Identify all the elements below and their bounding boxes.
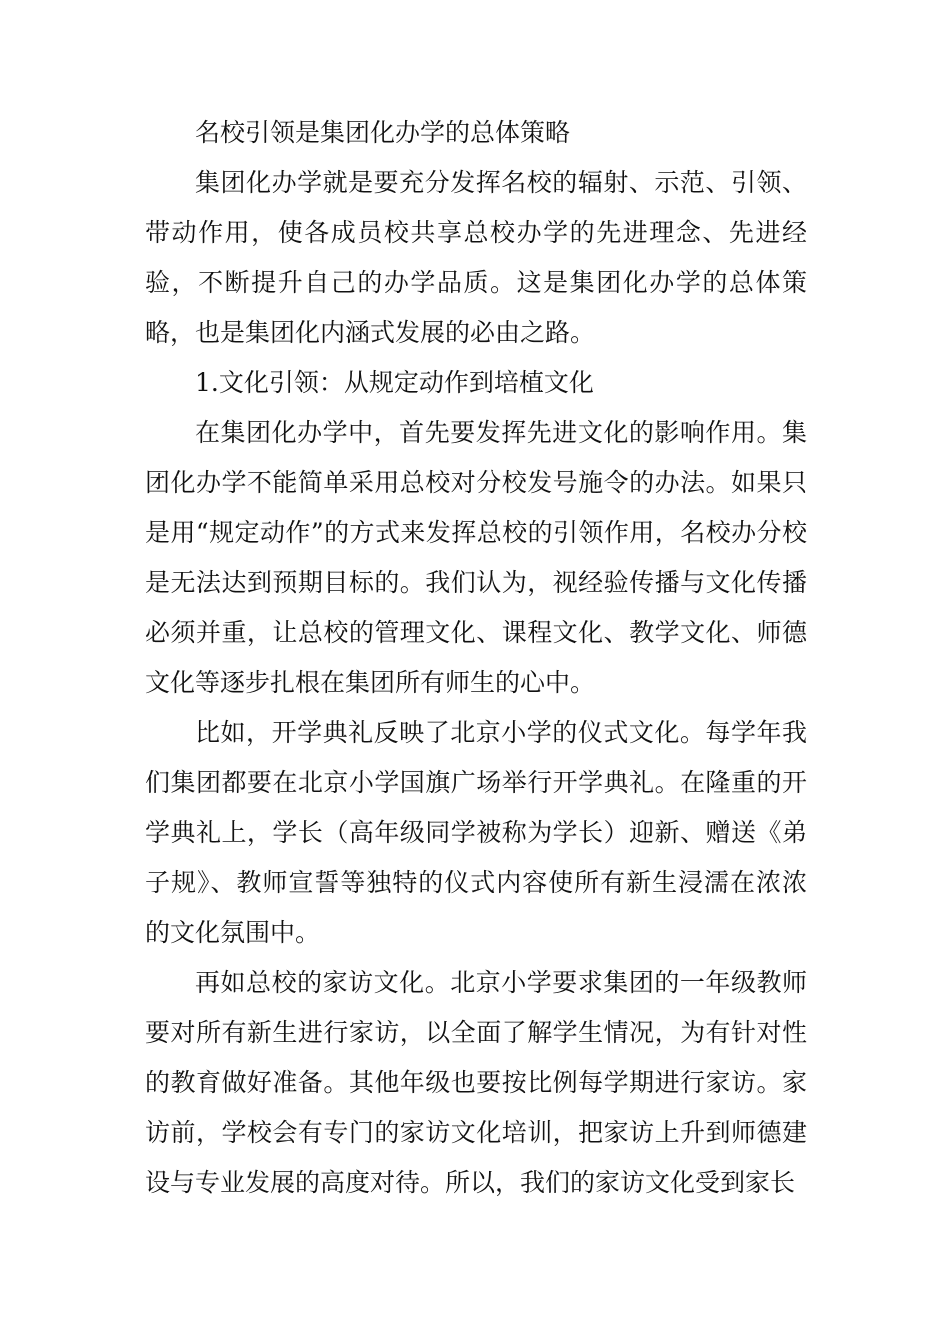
section-heading: 名校引领是集团化办学的总体策略 [195, 118, 571, 147]
body-paragraph: 在集团化办学中，首先要发挥先进文化的影响作用。集团化办学不能简单采用总校对分校发号施令的办法。如果只是用“规定动作”的方式来发挥总校的引领作用，名校办分校是无法达到预期目标的。我们认为，视经验传播与文化传播必须并重，让总校的管理文化、课程文化、教学文化、师德文化等逐步扎根在集团所有师生的心中。 [145, 418, 807, 697]
document-page [145, 108, 807, 1208]
subsection-heading: 1.文化引领：从规定动作到培植文化 [195, 368, 594, 397]
body-paragraph: 比如，开学典礼反映了北京小学的仪式文化。每学年我们集团都要在北京小学国旗广场举行开学典礼。在隆重的开学典礼上，学长（高年级同学被称为学长）迎新、赠送《弟子规》、教师宣誓等独特的仪式内容使所有新生浸濡在浓浓的文化氛围中。 [145, 718, 807, 947]
body-paragraph: 再如总校的家访文化。北京小学要求集团的一年级教师要对所有新生进行家访，以全面了解学生情况，为有针对性的教育做好准备。其他年级也要按比例每学期进行家访。家访前，学校会有专门的家访文化培训，把家访上升到师德建设与专业发展的高度对待。所以，我们的家访文化受到家长 [145, 968, 807, 1197]
body-paragraph: 集团化办学就是要充分发挥名校的辐射、示范、引领、带动作用，使各成员校共享总校办学的先进理念、先进经验，不断提升自己的办学品质。这是集团化办学的总体策略，也是集团化内涵式发展的必由之路。 [145, 168, 807, 347]
